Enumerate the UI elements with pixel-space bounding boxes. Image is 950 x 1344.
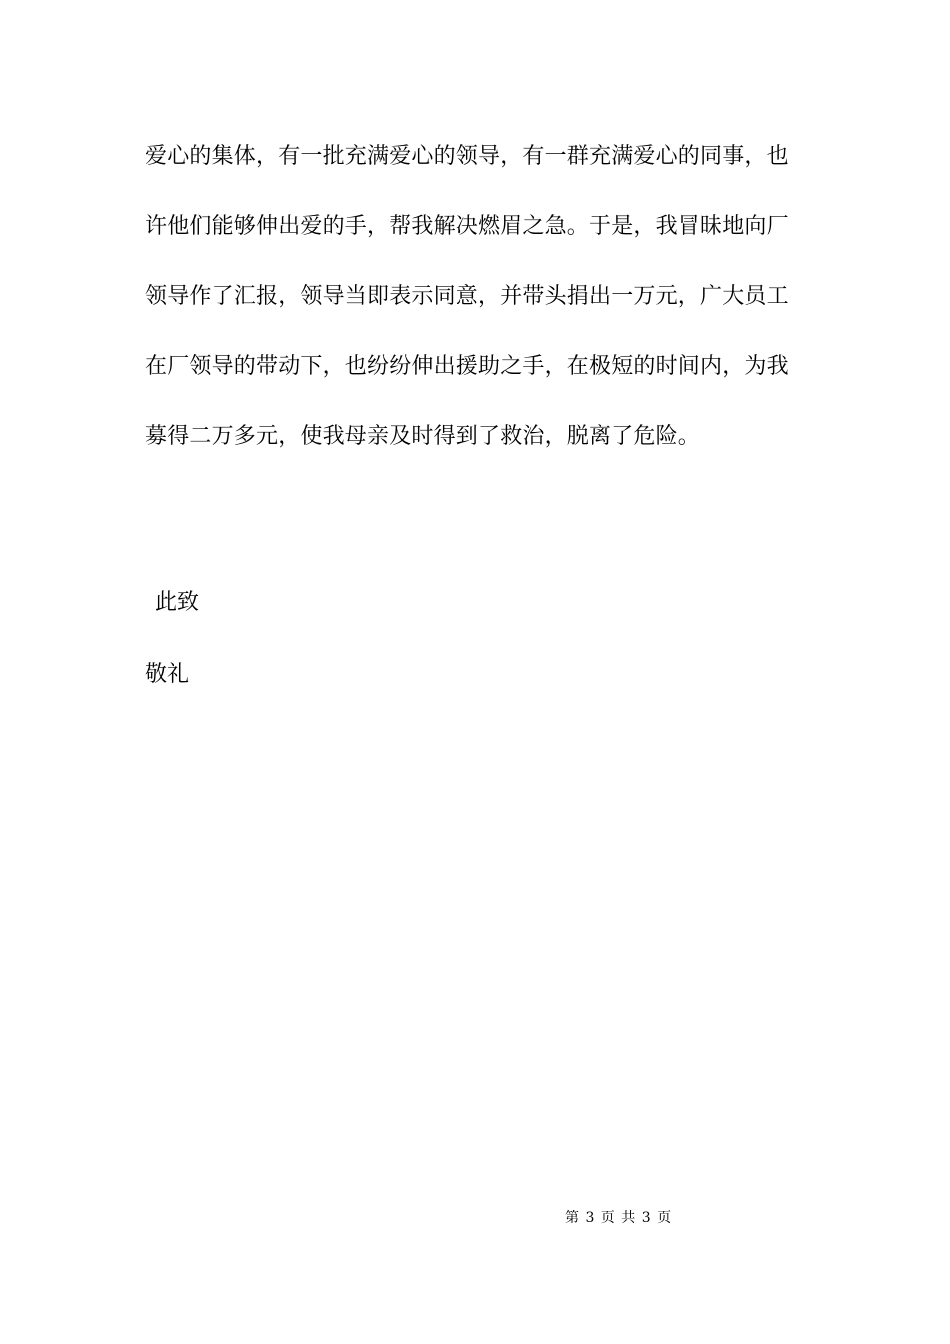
closing-regards: 敬礼 bbox=[145, 662, 190, 687]
paragraph-line: 募得二万多元，使我母亲及时得到了救治，脱离了危险。 bbox=[145, 424, 701, 449]
paragraph-line: 爱心的集体，有一批充满爱心的领导，有一群充满爱心的同事，也 bbox=[145, 144, 789, 169]
closing-salutation: 此致 bbox=[155, 590, 200, 615]
page-number-footer: 第 3 页 共 3 页 bbox=[565, 1210, 673, 1226]
paragraph-line: 许他们能够伸出爱的手，帮我解决燃眉之急。于是，我冒昧地向厂 bbox=[145, 214, 789, 239]
paragraph-line: 在厂领导的带动下，也纷纷伸出援助之手，在极短的时间内，为我 bbox=[145, 354, 789, 379]
paragraph-line: 领导作了汇报，领导当即表示同意，并带头捐出一万元，广大员工 bbox=[145, 284, 789, 309]
